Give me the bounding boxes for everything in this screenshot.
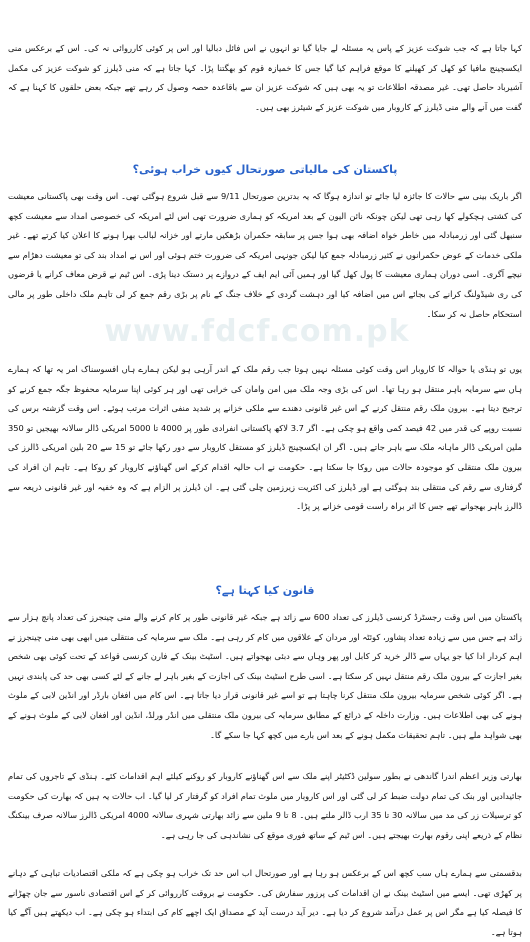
article-paragraph: یوں تو ہنڈی یا حوالہ کا کاروبار اس وقت کوئی مسئلہ نہیں ہوتا جب رقم ملک کے اندر آرہی ہو لیکن ہمارے ہاں افسوسناک امر یہ تھا کہ ہمارے ہاں سے سرمایہ باہر منتقل ہو رہا تھا۔ اس کی بڑی وجہ ملک میں امن وامان کی خرابی تھی اور ہر کوئی اپنا سرمایہ محفوظ جگہ جمع کرنے کو ترجیح دیتا ہے۔ بیرون ملک رقم منتقل کرنے کے اس غیر قانونی دھندے سے ملکی خزانے پر شدید منفی اثرات مرتب ہوئے۔ اس وقت گزشتہ برس کی نسبت روپے کی قدر میں 42 فیصد کمی واقع ہو چکی ہے۔ اگر 3.7 لاکھ پاکستانی انفرادی طور پر 4000 تا 5000 امریکی ڈالر سالانہ بھیجیں تو 350 ملین امریکی ڈالر ماہانہ ملک سے باہر جاتے ہیں۔ اگر ان ایکسچینج ڈیلرز کو مستقل کاروبار سے دور رکھا جائے تو 15 سے 20 بلین امریکی ڈالرز کی بیرون ملک منتقلی کو موجودہ حالات میں روکا جا سکتا ہے۔ حکومت نے اب حالیہ اقدام کرکے اس گھناؤنے کاروبار کو روکا ہے۔ تاہم ان افراد کی گرفتاری سے رقم کی منتقلی بند ہوگئی ہے اور ڈیلرز کی اکثریت زیرزمین چلی گئی ہے۔ ان ڈیلرز پر الزام ہے کہ وہ خفیہ اور غیر قانونی ذریعہ سے ڈالرز باہر بھجوانے تھے جس کا اثر براہ راست قومی خزانے پر پڑا۔ xyxy=(8,364,522,512)
watermark-logo: www.fdcf.com.pk xyxy=(104,314,410,349)
article-paragraph: اگر باریک بینی سے حالات کا جائزہ لیا جائے تو اندازہ ہوگا کہ یہ بدترین صورتحال 9/11 سے قبل شروع ہوگئی تھی۔ اس وقت بھی پاکستانی معیشت کی کشتی ہچکولے کھا رہی تھی لیکن چونکہ نائن الیون کے بعد امریکہ کو ہماری ضرورت تھی اس لئے امریکہ کی خصوصی امداد سے معیشت کچھ سنبھل گئی اور زرمبادلہ میں خاطر خواہ اضافہ بھی ہوا جس پر سابقہ حکمران بڑھکیں مارتے اور خزانہ لبالب بھرا ہونے کا اعلان کیا کرتے تھے۔ غیر ملکی خدمات کے عوض حکمرانوں نے کثیر زرمبادلہ جمع کیا لیکن جونہی امریکہ کی ضرورت ختم ہوئی اور اس نے امداد بند کی تو معیشت دھڑام سے نیچے آگری۔ اسی دوران ہماری معیشت کا پول کھل گیا اور ہمیں آئی ایم ایف کے دروازے پر دستک دینا پڑی۔ اس ٹیم نے قرض معاف کرانے یا قرضوں کی ری شیڈولنگ کرانے کی بجائے اس میں اضافہ کیا اور دہشت گردی کے خلاف جنگ کے نام پر بڑی رقم جمع کر لی تاہم ملک داخلی طور پر مالی استحکام حاصل نہ کر سکا۔ xyxy=(8,191,522,319)
article-paragraph: کہا جاتا ہے کہ جب شوکت عزیز کے پاس یہ مسئلہ لے جایا گیا تو انہوں نے اس فائل دبالیا اور اس پر کوئی کارروائی نہ کی۔ اس کے برعکس منی ایکسچینج مافیا کو کھل کر کھیلنے کا موقع فراہم کیا گیا جس کا خمیازہ قوم کو بھگتنا پڑا۔ کہا جاتا ہے کہ منی ڈیلرز کو شوکت عزیز کی مکمل آشیرباد حاصل تھی۔ غیر مصدقہ اطلاعات تو یہ بھی ہیں کہ شوکت عزیز ان سے باقاعدہ حصہ وصول کر رہے تھے جبکہ بعض حلقوں کا کہنا ہے کہ گفت میں آنے والے منی ڈیلرز کے کاروبار میں شوکت عزیز کے شیئرز بھی ہیں۔ xyxy=(8,43,522,112)
article-paragraph: بدقسمتی سے ہمارے ہاں سب کچھ اس کے برعکس ہو رہا ہے اور صورتحال اب اس حد تک خراب ہو چکی ہے کہ ملکی اقتصادیات تباہی کے دہانے پر کھڑی تھی۔ ایسے میں اسٹیٹ بینک نے ان اقدامات کی پرزور سفارش کی۔ حکومت نے بروقت کارروائی کر کے اس اقتصادی ناسور سے جان چھڑانے کا فیصلہ کیا ہے مگر اس پر عمل درآمد شروع کر دیا ہے۔ دیر آید درست آید کے مصداق ایک اچھے کام کی ابتداء ہو چکی ہے۔ اب دیکھتے ہیں آگے کیا ہوتا ہے۔ xyxy=(8,868,522,937)
article-paragraph: بھارتی وزیر اعظم اندرا گاندھی نے بطور سولین ڈکٹیٹر اپنے ملک سے اس گھناؤنے کاروبار کو روکنے کیلئے اہم اقدامات کئے۔ ہنڈی کے تاجروں کی تمام جائیدادیں اور بنک کی تمام دولت ضبط کر لی گئی اور اس کاروبار میں ملوث تمام افراد کو گرفتار کر لیا گیا۔ اب حالات یہ ہیں کہ بھارت کی حکومت کو ترسیلات زر کی مد میں سالانہ 30 تا 35 ارب ڈالر ملتے ہیں۔ 8 تا 9 ملین سے زائد بھارتی شہری سالانہ 4000 امریکی ڈالرز سالانہ صرف بینکنگ نظام کے ذریعے اپنی رقوم بھارت بھیجتے ہیں۔ اس ٹیم کے ساتھ فوری موقع کی نشاندہی کی جا رہی ہے۔ xyxy=(8,771,522,840)
section-heading: پاکستان کی مالیاتی صورتحال کیوں خراب ہوئی؟ xyxy=(132,163,398,176)
article-paragraph: پاکستان میں اس وقت رجسٹرڈ کرنسی ڈیلرز کی تعداد 600 سے زائد ہے جبکہ غیر قانونی طور پر کام کرنے والے منی چینجرز کی تعداد پانچ ہزار سے زائد ہے جس میں سے زیادہ تعداد پشاور، کوئٹہ اور مردان کے علاقوں میں کام کر رہی ہے۔ ملک سے سرمایہ کی منتقلی میں ابھی بھی منی چینجرز نے اہم کردار ادا کیا جو یہاں سے ڈالر خرید کر کابل اور پھر وہاں سے دبئی بھجواتے ہیں۔ اسٹیٹ بینک کے فارن کرنسی قواعد کے تحت کوئی بھی شخص بغیر اجازت کے بیرون ملک رقم منتقل نہیں کر سکتا ہے۔ اسی طرح اسٹیٹ بینک کی اجازت کے بغیر باہر لے جانے کے لئے کسی بھی حد کی پابندی نہیں ہے۔ اگر کوئی شخص سرمایہ بیرون ملک منتقل کرنا چاہتا ہے تو اسے غیر قانونی قرار دیا جاتا ہے۔ اس کام میں افغان بارڈر اور انڈین لابی کے ملوث ہونے کی بھی اطلاعات ہیں۔ وزارت داخلہ کے ذرائع کے مطابق سرمایہ کی بیرون ملک منتقلی میں انڈر ورلڈ، انڈین اور افغان لابی کے ملوث ہونے کے بھی شواہد ملے ہیں۔ تاہم تحقیقات مکمل ہونے کے بعد اس بارے میں کچھ کہا جا سکے گا۔ xyxy=(8,612,523,740)
section-heading: قانون کیا کہتا ہے؟ xyxy=(215,584,315,597)
